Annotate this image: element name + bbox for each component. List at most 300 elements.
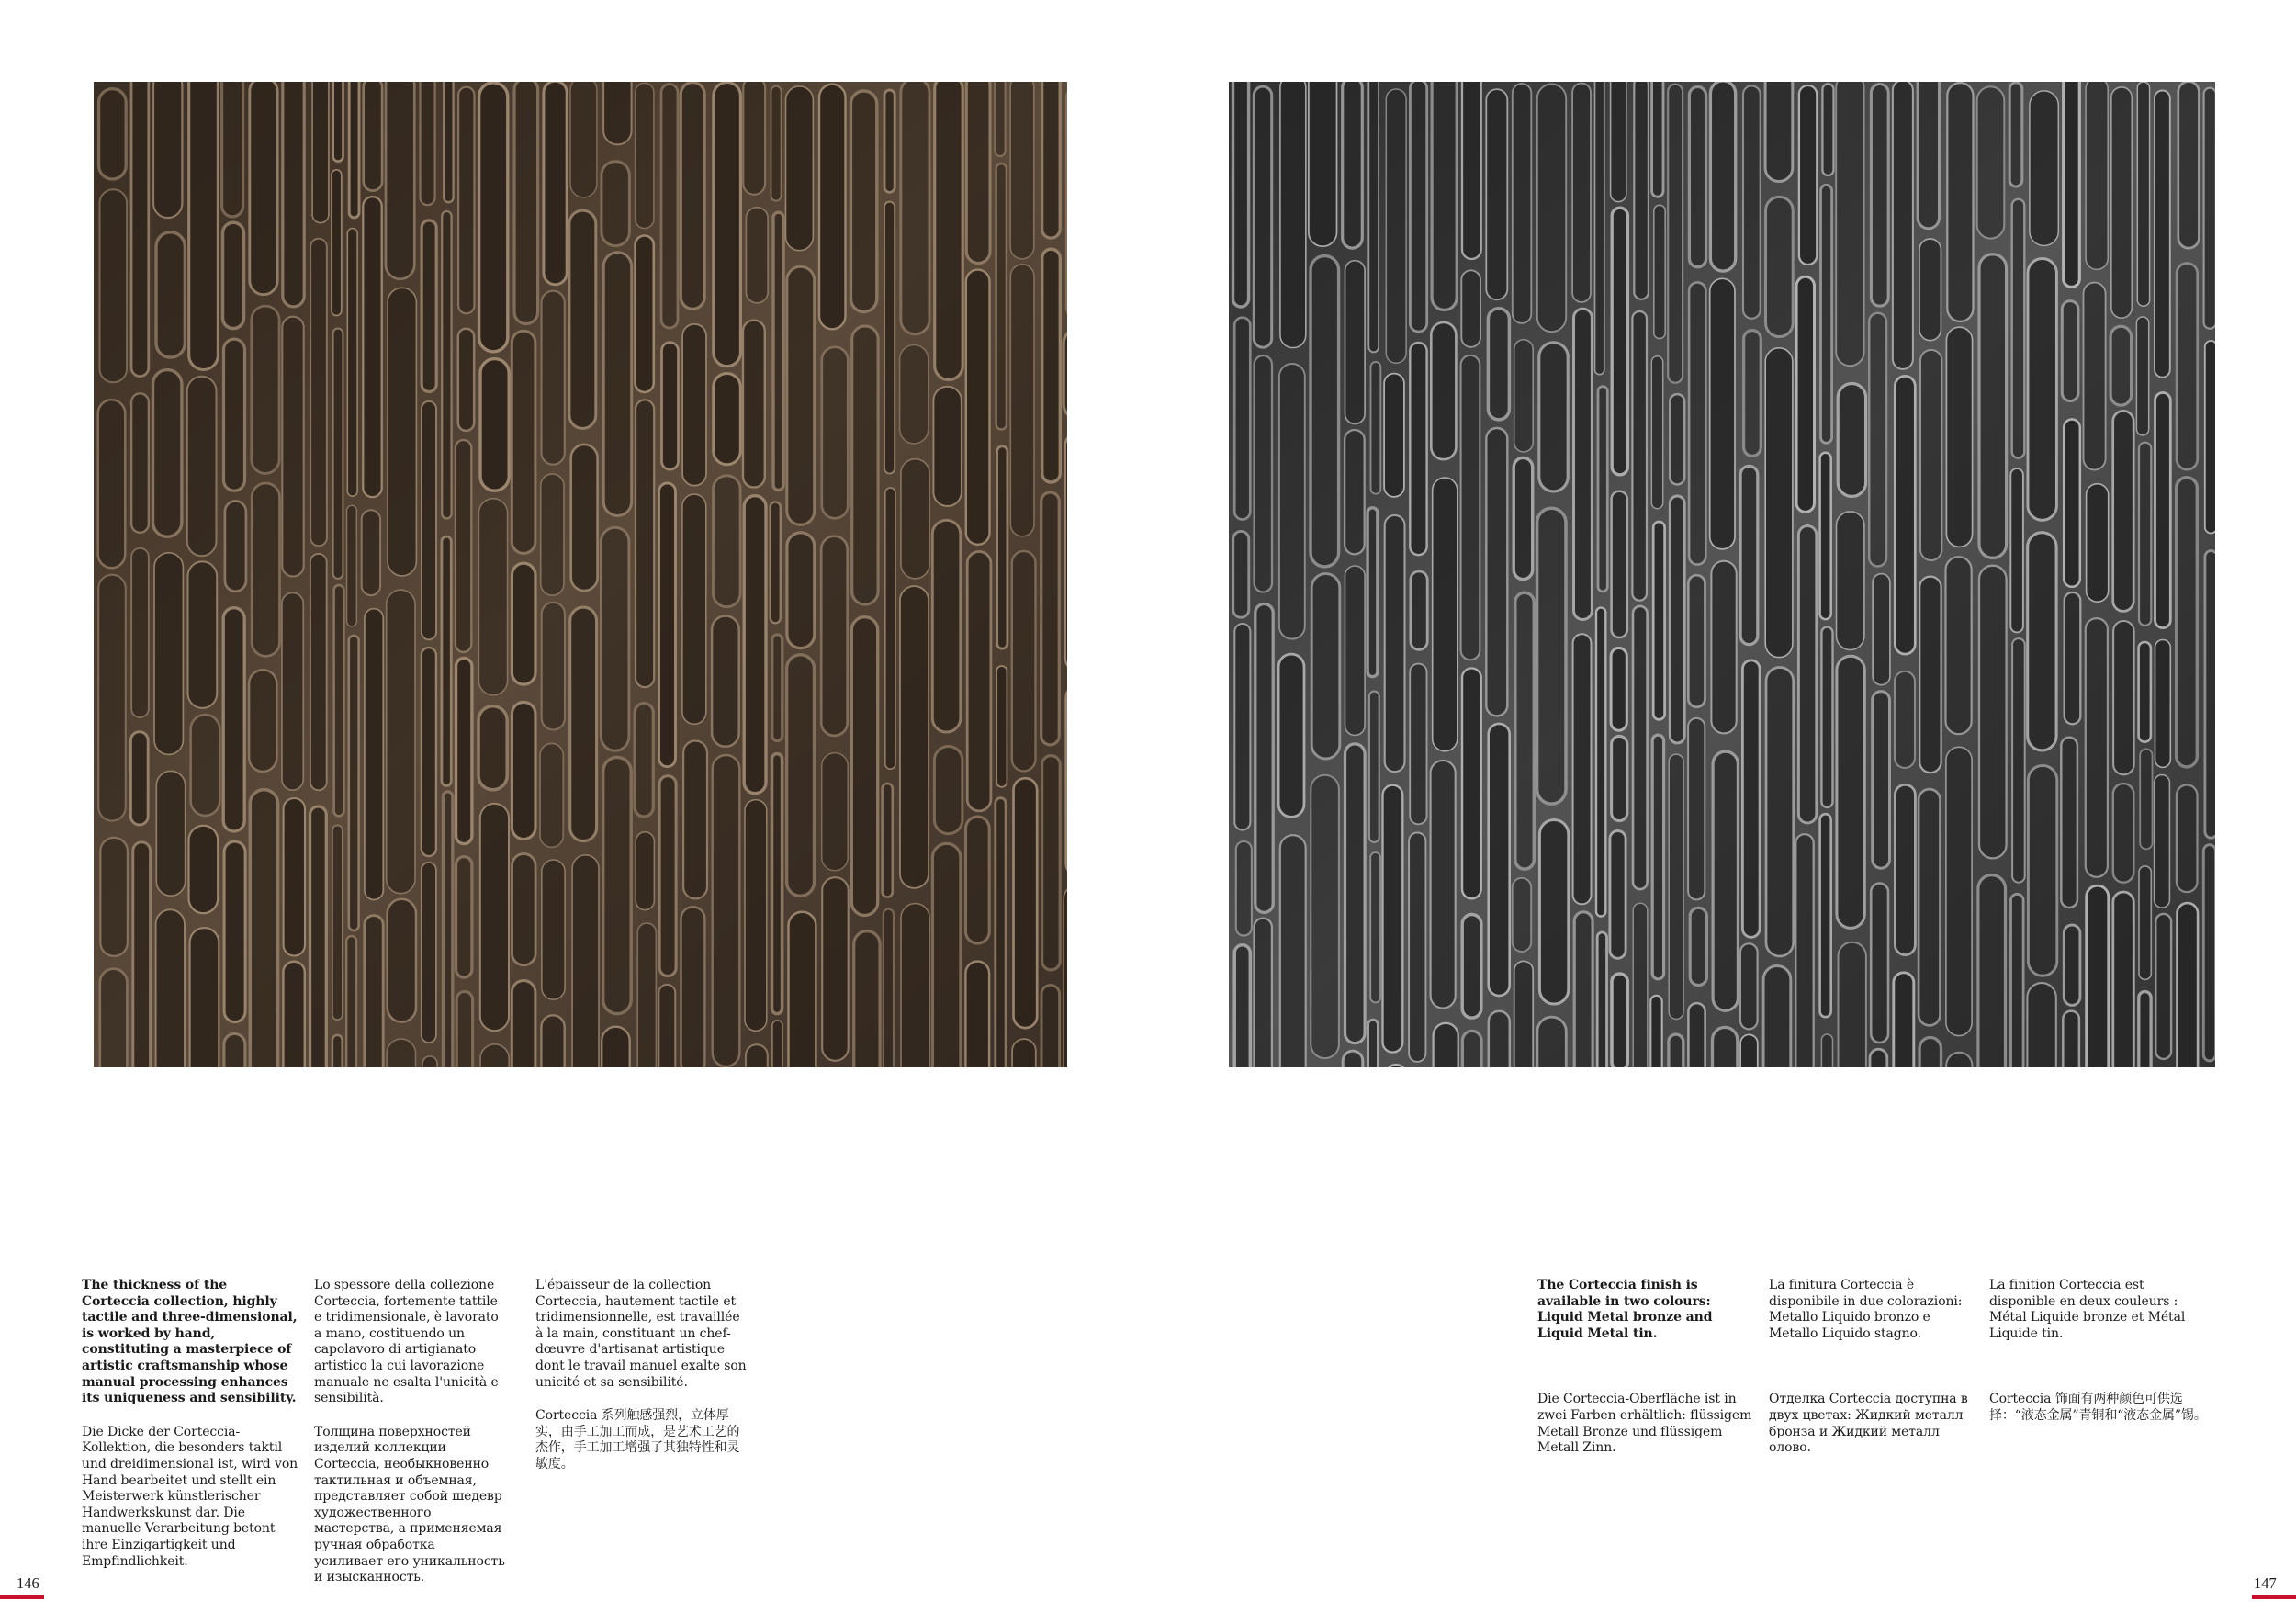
texture-ridge: [934, 747, 962, 834]
texture-ridge: [1947, 83, 1973, 321]
texture-ridge: [997, 446, 1007, 648]
texture-ridge: [772, 1021, 782, 1067]
texture-ridge: [1919, 577, 1941, 773]
texture-ridge: [900, 345, 929, 444]
texture-ridge: [884, 90, 895, 192]
texture-ridge: [250, 82, 277, 295]
texture-ridge: [2155, 91, 2170, 378]
texture-ridge: [1513, 878, 1532, 952]
texture-ridge: [789, 912, 816, 1067]
texture-ridge: [479, 83, 508, 352]
texture-ridge: [2011, 894, 2024, 1067]
texture-ridge: [713, 755, 740, 1066]
texture-ridge: [570, 82, 597, 197]
texture-ridge: [2113, 892, 2134, 1067]
texture-ridge: [191, 715, 220, 816]
texture-ridge: [333, 82, 343, 162]
intro-english: The thickness of the Corteccia collection, highly tactile and three-dimensional, is worked by hand, constituting a masterpiece of artistic craftsmanship whose manual processing enhances its uniqueness and sensibility.: [82, 1278, 298, 1406]
texture-ridge: [1368, 82, 1379, 352]
texture-ridge: [787, 266, 815, 524]
texture-ridge: [1345, 261, 1366, 424]
texture-ridge: [1489, 724, 1510, 996]
texture-ridge: [1233, 531, 1249, 617]
texture-ridge: [1894, 973, 1914, 1067]
texture-ridge: [1234, 945, 1250, 1067]
texture-ridge: [1255, 604, 1273, 913]
texture-ridge: [746, 208, 768, 303]
texture-ridge: [935, 82, 962, 380]
texture-ridge: [1343, 1051, 1363, 1067]
texture-ridge: [100, 969, 128, 1067]
texture-ridge: [1410, 343, 1426, 555]
texture-ridge: [1821, 185, 1832, 443]
texture-ridge: [571, 445, 598, 591]
texture-ridge: [2204, 88, 2215, 329]
texture-ridge: [771, 502, 781, 623]
texture-ridge: [421, 82, 435, 205]
finish-chinese: Corteccia 饰面有两种颜色可供选择：“液态金属”青铜和“液态金属”锡。: [1989, 1392, 2207, 1423]
texture-ridge: [512, 702, 535, 839]
texture-ridge: [1633, 903, 1648, 1067]
texture-ridge: [1918, 82, 1939, 229]
texture-ridge: [1371, 362, 1381, 494]
texture-ridge: [659, 483, 676, 767]
texture-ridge: [1837, 512, 1864, 650]
texture-ridge: [1369, 692, 1379, 842]
texture-ridge: [1537, 1017, 1566, 1067]
texture-ridge: [1042, 756, 1061, 970]
texture-ridge: [1014, 778, 1038, 1028]
texture-ridge: [965, 962, 989, 1067]
texture-ridge: [1670, 496, 1684, 743]
texture-ridge: [512, 331, 535, 553]
texture-ridge: [1612, 974, 1627, 1067]
page-number-left: 146: [17, 1574, 39, 1592]
texture-ridge: [542, 603, 565, 730]
texture-ridge: [188, 561, 218, 708]
texture-ridge: [1010, 265, 1034, 536]
texture-ridge: [332, 170, 342, 316]
texture-ridge: [1919, 1038, 1941, 1068]
texture-ridge: [966, 817, 990, 943]
texture-ridge: [282, 317, 303, 577]
texture-ridge: [512, 563, 535, 684]
texture-ridge: [458, 87, 474, 314]
texture-ridge: [1537, 508, 1566, 804]
texture-ridge: [1650, 996, 1661, 1067]
texture-ridge: [932, 520, 961, 732]
texture-ridge: [1383, 785, 1403, 1053]
texture-ridge: [2177, 264, 2198, 470]
texture-ridge: [2065, 592, 2081, 724]
texture-ridge: [1574, 912, 1593, 1067]
texture-ridge: [1669, 754, 1683, 1019]
texture-ridge: [364, 82, 382, 191]
texture-ridge: [1573, 634, 1592, 904]
texture-ridge: [822, 347, 849, 519]
texture-ridge: [1597, 932, 1606, 1067]
left-col-english-german: [82, 1278, 298, 1570]
texture-ridge: [1979, 254, 2007, 558]
texture-ridge: [312, 82, 329, 223]
texture-ridge: [189, 82, 219, 370]
texture-ridge: [1311, 775, 1339, 1058]
texture-ridge: [1766, 197, 1794, 336]
texture-ridge: [456, 857, 472, 978]
texture-ridge: [480, 359, 509, 491]
texture-ridge: [1651, 356, 1662, 509]
texture-ridge: [2028, 533, 2056, 750]
texture-ridge: [712, 616, 739, 747]
texture-ridge: [284, 798, 305, 956]
texture-ridge: [601, 527, 629, 750]
texture-ridge: [1012, 1039, 1036, 1067]
texture-ridge: [349, 82, 359, 218]
texture-ridge: [1822, 84, 1833, 175]
texture-ridge: [745, 800, 767, 1032]
finish-italian: La finitura Corteccia è disponibile in due colorazioni: Metallo Liquido bronzo e Metallo Liquido stagno.: [1769, 1278, 1963, 1341]
texture-ridge: [2010, 468, 2023, 632]
texture-ridge: [2203, 845, 2215, 1061]
texture-ridge: [156, 232, 185, 357]
texture-ridge: [1574, 309, 1593, 619]
texture-ridge: [2084, 283, 2106, 470]
texture-ridge: [1345, 430, 1365, 554]
texture-ridge: [422, 401, 436, 639]
texture-ridge: [386, 82, 414, 279]
texture-ridge: [884, 202, 895, 474]
texture-ridge: [2087, 885, 2109, 1067]
texture-ridge: [1066, 84, 1067, 321]
texture-ridge: [1595, 82, 1604, 375]
texture-ridge: [1742, 660, 1760, 937]
texture-ridge: [636, 236, 654, 393]
texture-ridge: [1064, 885, 1067, 1067]
texture-ridge: [1488, 309, 1509, 420]
texture-ridge: [2177, 478, 2198, 767]
texture-ridge: [1919, 239, 1941, 341]
texture-ridge: [1836, 82, 1863, 366]
texture-ridge: [772, 635, 782, 741]
left-col-french-chinese: [535, 1278, 747, 1473]
texture-ridge: [1839, 942, 1866, 1067]
texture-ridge: [133, 842, 151, 1067]
texture-ridge: [995, 82, 1005, 156]
texture-ridge: [1689, 87, 1705, 267]
texture-ridge: [1385, 515, 1405, 772]
texture-ridge: [603, 82, 632, 144]
texture-ridge: [443, 792, 452, 1067]
texture-ridge: [1798, 526, 1816, 824]
texture-ridge: [662, 343, 679, 470]
texture-ridge: [1820, 814, 1831, 1017]
texture-ridge: [1895, 784, 1915, 954]
texture-ridge: [2178, 903, 2199, 1067]
texture-ridge: [1837, 656, 1864, 928]
texture-ridge: [365, 916, 383, 1067]
texture-ridge: [1514, 457, 1533, 579]
texture-ridge: [996, 164, 1007, 430]
texture-ridge: [1634, 82, 1649, 299]
texture-ridge: [787, 533, 815, 648]
texture-ridge: [1064, 329, 1067, 419]
texture-ridge: [1066, 683, 1067, 877]
texture-ridge: [1280, 82, 1306, 348]
tin-texture-photo: [1229, 82, 2215, 1067]
texture-ridge: [1537, 85, 1566, 333]
texture-ridge: [1254, 86, 1271, 347]
finish-german: Die Corteccia-Oberfläche ist in zwei Farben erhältlich: flüssigem Metall Bronze und flüssigem Metall Zinn.: [1537, 1392, 1752, 1456]
texture-ridge: [100, 189, 128, 382]
texture-ridge: [2136, 317, 2148, 435]
texture-ridge: [514, 82, 538, 324]
texture-ridge: [1370, 852, 1380, 1002]
texture-ridge: [1042, 82, 1061, 238]
texture-ridge: [1633, 606, 1648, 889]
texture-ridge: [2063, 1011, 2079, 1067]
texture-ridge: [2139, 443, 2151, 626]
texture-ridge: [2139, 992, 2151, 1068]
texture-ridge: [1042, 249, 1061, 482]
texture-ridge: [131, 548, 149, 717]
texture-ridge: [250, 790, 277, 1067]
finish-french: La finition Corteccia est disponible en deux couleurs : Métal Liquide bronze et Métal Liquide tin.: [1989, 1278, 2186, 1341]
texture-ridge: [1688, 718, 1705, 900]
texture-ridge: [572, 855, 599, 1067]
right-col-english-german: [1537, 1278, 1754, 1457]
texture-ridge: [223, 608, 244, 831]
texture-ridge: [2061, 738, 2077, 908]
texture-ridge: [512, 854, 536, 965]
texture-ridge: [362, 510, 380, 595]
texture-ridge: [819, 85, 846, 330]
texture-ridge: [636, 400, 654, 687]
texture-ridge: [1740, 466, 1758, 644]
texture-ridge: [714, 83, 741, 367]
texture-ridge: [966, 270, 990, 545]
texture-ridge: [349, 636, 359, 930]
texture-ridge: [1311, 574, 1340, 759]
texture-ridge: [966, 82, 990, 263]
texture-ridge: [542, 860, 565, 999]
texture-ridge: [130, 732, 148, 825]
texture-ridge: [153, 370, 182, 537]
texture-ridge: [422, 863, 436, 1043]
texture-ridge: [2027, 983, 2055, 1067]
texture-ridge: [901, 82, 929, 334]
texture-ridge: [743, 82, 765, 195]
texture-ridge: [456, 440, 471, 652]
bronze-texture-photo: [94, 82, 1067, 1067]
texture-ridge: [714, 374, 741, 465]
texture-ridge: [1870, 1049, 1887, 1067]
texture-ridge: [1670, 394, 1684, 484]
texture-ridge: [252, 306, 279, 473]
texture-ridge: [996, 798, 1006, 1067]
texture-ridge: [602, 1027, 630, 1067]
texture-ridge: [1690, 908, 1706, 985]
texture-ridge: [1871, 85, 1888, 307]
texture-ridge: [131, 393, 149, 533]
texture-ridge: [900, 586, 929, 888]
texture-ridge: [772, 754, 782, 1014]
texture-ridge: [283, 962, 304, 1067]
texture-ridge: [2062, 301, 2078, 401]
texture-ridge: [1309, 82, 1337, 246]
texture-ridge: [1977, 86, 2005, 238]
texture-ridge: [1946, 327, 1972, 547]
texture-ridge: [1431, 761, 1456, 1009]
texture-ridge: [636, 832, 654, 910]
texture-ridge: [1279, 364, 1305, 639]
texture-ridge: [2205, 341, 2215, 534]
texture-ridge: [1688, 575, 1705, 707]
texture-ridge: [1713, 751, 1738, 1010]
texture-ridge: [542, 291, 565, 465]
texture-ridge: [1711, 561, 1736, 734]
texture-ridge: [1744, 331, 1761, 457]
texture-ridge: [1895, 671, 1915, 768]
texture-ridge: [1612, 491, 1627, 637]
texture-ridge: [333, 329, 343, 579]
texture-ridge: [1368, 1020, 1379, 1067]
texture-ridge: [1462, 82, 1481, 259]
texture-ridge: [2028, 259, 2056, 521]
intro-german: Die Dicke der Corteccia-Kollektion, die besonders taktil und dreidimensional ist, wird von Hand bearbeitet und stellt ein Meisterwerk künstlerischer Handwerkskunst dar. Die manuelle Verarbeitung betont ihre Einzigartigkeit und Empfindlichkeit.: [82, 1424, 298, 1569]
texture-ridge: [347, 229, 357, 497]
texture-ridge: [363, 197, 381, 497]
left-col-italian-russian: [314, 1278, 507, 1586]
texture-ridge: [1920, 350, 1941, 560]
texture-ridge: [1572, 84, 1591, 302]
texture-ridge: [1462, 1031, 1481, 1067]
texture-ridge: [1796, 276, 1814, 512]
texture-ridge: [156, 909, 185, 1067]
texture-ridge: [458, 329, 474, 431]
texture-ridge: [901, 459, 929, 579]
bronze-texture-image: [94, 82, 1067, 1067]
texture-ridge: [1919, 789, 1940, 1025]
texture-ridge: [661, 85, 678, 329]
texture-ridge: [1653, 522, 1664, 719]
intro-chinese: Corteccia 系列触感强烈，立体厚实，由手工加工而成，是艺术工艺的杰作，手工加工增强了其独特性和灵敏度。: [535, 1408, 740, 1472]
texture-ridge: [771, 86, 782, 201]
texture-ridge: [2139, 642, 2151, 742]
texture-ridge: [2113, 621, 2134, 774]
texture-ridge: [2140, 749, 2152, 849]
texture-ridge: [1873, 574, 1890, 685]
texture-ridge: [744, 496, 766, 794]
texture-ridge: [1893, 82, 1913, 369]
texture-ridge: [1411, 571, 1427, 649]
texture-ridge: [1838, 384, 1865, 497]
texture-ridge: [249, 670, 276, 772]
texture-ridge: [544, 82, 567, 285]
texture-ridge: [2064, 82, 2080, 287]
texture-ridge: [658, 985, 675, 1067]
texture-ridge: [659, 776, 676, 976]
texture-ridge: [422, 1056, 437, 1067]
texture-ridge: [1821, 627, 1832, 807]
page-rule-right: [2252, 1595, 2296, 1599]
finish-english: The Corteccia finish is available in two colours: Liquid Metal bronze and Liquid Metal tin.: [1537, 1278, 1713, 1341]
texture-ridge: [683, 741, 707, 899]
texture-ridge: [1367, 508, 1378, 677]
texture-ridge: [1461, 355, 1480, 660]
texture-ridge: [603, 757, 632, 1013]
texture-ridge: [1255, 355, 1272, 592]
texture-ridge: [2064, 420, 2080, 587]
texture-ridge: [2064, 925, 2080, 1005]
page-number-right: 147: [2254, 1574, 2277, 1592]
texture-ridge: [2113, 411, 2134, 611]
texture-ridge: [1010, 82, 1034, 259]
intro-french: L'épaisseur de la collection Corteccia, hautement tactile et tridimensionnelle, est travaillée à la main, constituant un chef-dœuvre d'artisanat artistique dont le travail manuel exalte son unicité et sa sensibilité.: [535, 1278, 747, 1390]
texture-ridge: [1278, 654, 1304, 817]
texture-ridge: [714, 476, 741, 607]
texture-ridge: [456, 659, 472, 844]
texture-ridge: [1041, 492, 1060, 745]
texture-ridge: [1978, 875, 2006, 1067]
texture-ridge: [1765, 348, 1793, 658]
texture-ridge: [1799, 85, 1817, 265]
intro-russian: Толщина поверхностей изделий коллекции Corteccia, необыкновенно тактильная и объемная, представляет собой шедевр художественного мастерства, а применяемая ручная обработка усиливает его уникальность и изысканность.: [314, 1424, 505, 1585]
texture-ridge: [1280, 835, 1306, 1067]
texture-ridge: [310, 554, 327, 790]
texture-ridge: [1821, 1034, 1832, 1067]
texture-ridge: [387, 1039, 415, 1067]
texture-ridge: [456, 992, 472, 1068]
texture-ridge: [1611, 82, 1626, 202]
texture-ridge: [787, 655, 815, 897]
texture-ridge: [1236, 841, 1252, 936]
texture-ridge: [1345, 566, 1366, 736]
texture-ridge: [2177, 785, 2198, 893]
texture-ridge: [1669, 1034, 1683, 1067]
texture-ridge: [422, 648, 436, 856]
texture-ridge: [603, 253, 632, 516]
texture-ridge: [1611, 648, 1626, 731]
texture-ridge: [332, 825, 343, 1020]
texture-ridge: [1065, 432, 1067, 672]
texture-ridge: [187, 377, 217, 556]
texture-ridge: [512, 981, 535, 1068]
texture-ridge: [1652, 735, 1663, 979]
page-rule-left: [0, 1595, 44, 1599]
texture-ridge: [310, 239, 327, 547]
texture-ridge: [422, 220, 436, 392]
texture-ridge: [2155, 640, 2171, 768]
texture-ridge: [1539, 343, 1568, 491]
texture-ridge: [1612, 208, 1627, 475]
texture-ridge: [1820, 453, 1831, 619]
intro-italian: Lo spessore della collezione Corteccia, fortemente tattile e tridimensionale, è lavorato a mano, costituendo un capolavoro di artigianato artistico la cui lavorazione manuale ne esalta l'unicità e sensibilità.: [314, 1278, 499, 1406]
texture-ridge: [681, 83, 704, 310]
texture-ridge: [1946, 747, 1972, 1035]
texture-ridge: [1596, 608, 1605, 917]
texture-ridge: [154, 553, 183, 755]
texture-ridge: [541, 474, 564, 595]
texture-ridge: [1539, 820, 1568, 1005]
texture-ridge: [822, 877, 849, 1061]
texture-ridge: [1946, 557, 1972, 734]
texture-ridge: [365, 609, 383, 900]
texture-ridge: [1434, 1023, 1458, 1067]
texture-ridge: [602, 162, 630, 246]
texture-ridge: [2111, 87, 2133, 318]
texture-ridge: [743, 321, 765, 488]
texture-ridge: [2009, 83, 2022, 186]
